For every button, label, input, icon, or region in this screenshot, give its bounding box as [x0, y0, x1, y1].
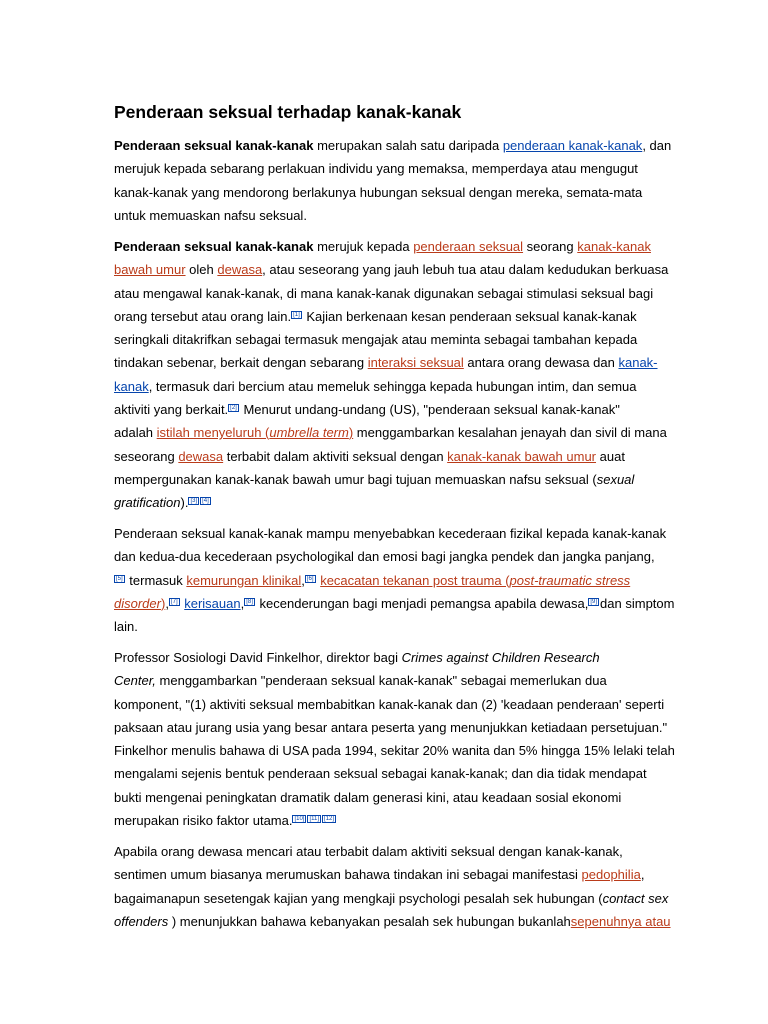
link-kemurungan-klinikal[interactable]: kemurungan klinikal	[186, 572, 302, 588]
link-kanak-kanak-bawah-umur[interactable]: kanak-kanak	[577, 239, 651, 254]
line	[114, 305, 659, 328]
text: terbabit dalam aktiviti seksual dengan	[223, 448, 448, 464]
bold-term: Penderaan seksual kanak-kanak	[114, 138, 314, 153]
line	[114, 468, 659, 491]
text: seorang	[523, 239, 578, 254]
line	[114, 445, 659, 468]
link-pedophilia[interactable]: pedophilia	[581, 867, 641, 883]
paragraph-finkelhor	[114, 646, 675, 832]
text: dan simptom	[600, 595, 675, 611]
text: , dan	[642, 138, 672, 153]
link-penderaan-seksual[interactable]: penderaan seksual	[413, 239, 524, 254]
link-dewasa[interactable]: dewasa	[217, 262, 263, 278]
link-text-italic: umbrella term	[269, 425, 349, 441]
text: kecenderungan bagi menjadi pemangsa apabila dewasa,	[255, 595, 589, 611]
link-kanak-kanak-bawah-umur[interactable]: kanak-kanak bawah umur	[447, 448, 597, 464]
line: atau mengawal kanak-kanak, di mana kanak-kanak digunakan sebagai stimulasi seksual bagi	[114, 285, 654, 301]
line: Finkelhor menulis bahawa di USA pada 1994, sekitar 20% wanita dan 5% hingga 15% lelaki telah	[114, 743, 675, 759]
text: auat	[596, 448, 625, 464]
link-text: )	[348, 425, 354, 441]
link-text: istilah menyeluruh (	[156, 425, 270, 441]
citation-ref[interactable]: [5]	[116, 575, 123, 582]
link-kanak-kanak[interactable]: kanak	[114, 378, 149, 394]
link-kanak-kanak[interactable]: kanak-	[618, 355, 658, 371]
line	[114, 258, 669, 281]
line	[114, 863, 659, 886]
text: ,	[640, 867, 645, 883]
line	[114, 398, 659, 421]
line: dan kedua-dua kecederaan psychologikal dan emosi bagi jangka pendek dan jangka panjang,	[114, 549, 655, 565]
italic-text: offenders	[114, 913, 169, 929]
citation-ref[interactable]: [4]	[202, 498, 209, 505]
text: merujuk kepada	[313, 239, 414, 254]
link-sepenuhnya-atau[interactable]: sepenuhnya atau	[570, 913, 671, 929]
text: , atau seseorang yang jauh lebuh tua atau dalam kedudukan berkuasa	[262, 262, 669, 278]
line: Penderaan seksual kanak-kanak mampu menyebabkan kecederaan fizikal kepada kanak-kanak	[114, 526, 667, 541]
link-kanak-kanak-bawah-umur[interactable]: bawah umur	[114, 262, 186, 278]
text: mempergunakan kanak-kanak bawah umur bagi tujuan memuaskan nafsu seksual (	[114, 471, 597, 487]
text: Kajian berkenaan kesan penderaan seksual kanak-kanak	[302, 308, 637, 324]
text: ,	[240, 595, 245, 611]
text: Professor Sosiologi David Finkelhor, direktor bagi	[114, 650, 402, 665]
article-heading: Penderaan seksual terhadap kanak-kanak	[114, 102, 462, 122]
link-dewasa[interactable]: dewasa	[178, 448, 224, 464]
citation-ref[interactable]: [2]	[230, 405, 237, 412]
line	[114, 491, 659, 514]
line	[114, 421, 667, 444]
line: komponent, "(1) aktiviti seksual membabitkan kanak-kanak dan (2) 'keadaan penderaan' seperti	[114, 696, 665, 712]
link-interaksi-seksual[interactable]: interaksi seksual	[367, 355, 464, 371]
link-text: )	[160, 595, 166, 611]
line	[114, 235, 659, 258]
text: tindakan sebenar, berkait dengan sebarang	[114, 355, 368, 371]
citation-ref[interactable]: [12]	[324, 816, 335, 823]
bold-term: Penderaan seksual kanak-kanak	[114, 239, 314, 254]
link-text-italic: post-traumatic stress	[509, 572, 631, 588]
text: bagaimanapun sesetengak kajian yang mengkaji psychologi pesalah sek hubungan (	[114, 890, 603, 906]
citation-ref[interactable]: [7]	[170, 598, 178, 605]
line	[114, 592, 675, 615]
paragraph-definition	[114, 235, 669, 515]
line: bukti mengenai peningkatan dramatik dalam generasi kini, atau keadaan sosial ekonomi	[114, 789, 622, 805]
paragraph-pedophilia	[114, 840, 671, 933]
paragraph-effects	[114, 522, 675, 638]
line: Apabila orang dewasa mencari atau terbabit dalam aktiviti seksual dengan kanak-kanak,	[114, 844, 623, 859]
citation-ref[interactable]: [3]	[190, 498, 198, 505]
text: ,	[301, 572, 305, 588]
line	[114, 809, 659, 832]
text: sentimen umum biasanya merumuskan bahawa tindakan ini sebagai manifestasi	[114, 867, 582, 883]
italic-text: contact sex	[602, 890, 669, 906]
italic-text: sexual	[596, 471, 635, 487]
line: merujuk kepada sebarang perlakuan individu yang memaksa, memperdaya atau mengugut	[114, 161, 638, 177]
text: merupakan risiko faktor utama.	[114, 813, 293, 829]
text: , termasuk dari bercium atau memeluk sehingga kepada hubungan intim, dan semua	[148, 378, 637, 394]
line: seringkali ditakrifkan sebagai termasuk mengajak atau meminta sebagai tambahan kepada	[114, 332, 638, 348]
text: antara orang dewasa dan	[463, 355, 619, 371]
italic-text: gratification	[114, 495, 181, 511]
citation-ref[interactable]: [10]	[294, 816, 305, 823]
line: paksaan atau jurang usia yang besar antara peserta yang menunjukkan ketiadaan persetujuan."	[114, 719, 668, 735]
line: lain.	[114, 619, 138, 635]
italic-text: Crimes against Children Research	[401, 650, 600, 665]
line	[114, 910, 671, 933]
link-text: kecacatan tekanan post trauma (	[320, 572, 510, 588]
link-kecacatan-tekanan-post-trauma[interactable]	[114, 596, 165, 611]
citation-ref[interactable]: [8]	[246, 598, 253, 605]
text: Menurut undang-undang (US), "penderaan seksual kanak-kanak"	[239, 402, 620, 418]
link-kecacatan-tekanan-post-trauma[interactable]	[320, 573, 630, 588]
text: ,	[165, 595, 169, 611]
text: menggambarkan "penderaan seksual kanak-kanak" sebagai memerlukan dua	[155, 673, 607, 689]
text: termasuk	[125, 572, 187, 588]
text: adalah	[114, 425, 157, 441]
line	[114, 569, 659, 592]
text: ).	[180, 495, 189, 511]
italic-text: Center,	[114, 673, 156, 689]
line: mengalami sejenis bentuk penderaan seksual sebagai kanak-kanak; dan dia tidak mendapat	[114, 766, 647, 782]
link-istilah-menyeluruh[interactable]	[157, 425, 354, 440]
line	[114, 646, 659, 669]
link-text-italic: disorder	[114, 595, 161, 611]
text: aktiviti yang berkait.	[114, 402, 229, 418]
line: untuk memuaskan nafsu seksual.	[114, 207, 307, 223]
text: oleh	[185, 262, 218, 278]
citation-ref[interactable]: [1]	[293, 311, 300, 318]
text: merupakan salah satu daripada	[313, 138, 503, 153]
citation-ref[interactable]: [6]	[306, 575, 314, 582]
line	[114, 134, 672, 157]
line	[114, 887, 669, 910]
line	[114, 669, 659, 692]
citation-ref[interactable]: [11]	[309, 816, 320, 823]
citation-ref[interactable]: [9]	[590, 598, 598, 605]
line	[114, 375, 659, 398]
line: kanak-kanak yang mendorong berlakunya hubungan seksual dengan mereka, semata-mata	[114, 184, 643, 200]
line	[114, 351, 659, 374]
link-penderaan-kanak-kanak[interactable]: penderaan kanak-kanak	[502, 138, 643, 153]
text: orang tersebut atau orang lain.	[114, 308, 292, 324]
text: menggambarkan kesalahan jenayah dan sivil di mana	[353, 425, 667, 441]
link-kerisauan[interactable]: kerisauan	[184, 595, 241, 611]
text: ) menunjukkan bahawa kebanyakan pesalah sek hubungan bukanlah	[168, 913, 571, 929]
text: seseorang	[114, 448, 179, 464]
paragraph-intro	[114, 134, 672, 227]
